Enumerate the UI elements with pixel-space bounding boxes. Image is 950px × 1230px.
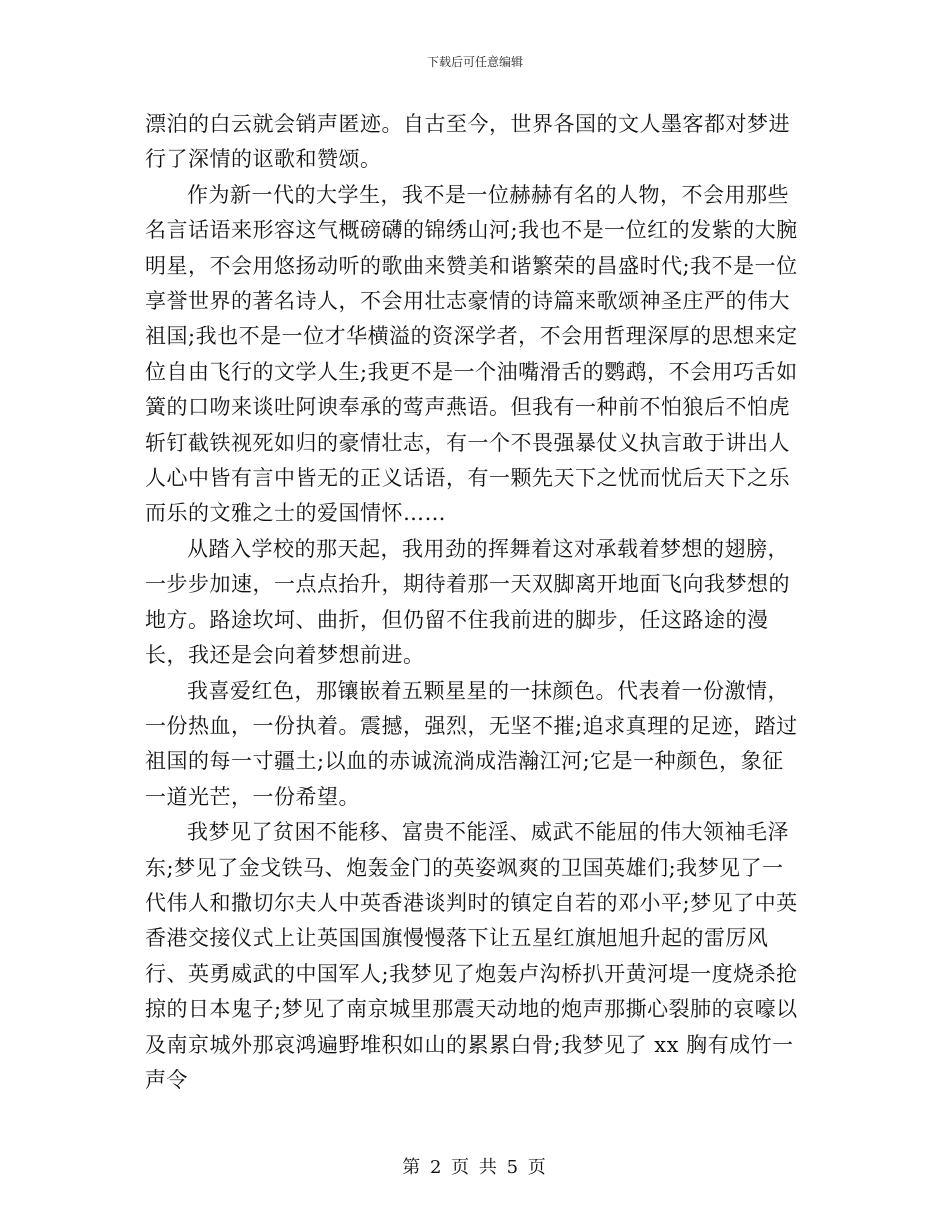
page-number-footer: 第 2 页 共 5 页: [402, 1157, 548, 1178]
body-text: [145, 107, 805, 1098]
paragraph: 我喜爱红色，那镶嵌着五颗星星的一抹颜色。代表着一份激情，一份热血，一份执着。震撼，强烈，无坚不摧;追求真理的足迹，踏过祖国的每一寸疆土;以血的赤诚流淌成浩瀚江河;它是一种颜色，象征一道光芒，一份希望。: [145, 678, 798, 809]
paragraph: 从踏入学校的那天起，我用劲的挥舞着这对承载着梦想的翅膀，一步步加速，一点点抬升，期待着那一天双脚离开地面飞向我梦想的地方。路途坎坷、曲折，但仍留不住我前进的脚步，任这路途的漫长，我还是会向着梦想前进。: [145, 536, 790, 668]
page-header: 下载后可任意编辑: [426, 55, 523, 69]
paragraph: 漂泊的白云就会销声匿迹。自古至今，世界各国的文人墨客都对梦进行了深情的讴歌和赞颂。: [145, 112, 790, 172]
paragraph: 作为新一代的大学生，我不是一位赫赫有名的人物，不会用那些名言话语来形容这气概磅礴的锦绣山河;我也不是一位红的发紫的大腕明星，不会用悠扬动听的歌曲来赞美和谐繁荣的昌盛时代;我不是一位享誉世界的著名诗人，不会用壮志豪情的诗篇来歌颂神圣庄严的伟大祖国;我也不是一位才华横溢的资深学者，不会用哲理深厚的思想来定位自由飞行的文学人生;我更不是一个油嘴滑舌的鹦鹉，不会用巧舌如簧的口吻来谈吐阿谀奉承的莺声燕语。但我有一种前不怕狼后不怕虎斩钉截铁视死如归的豪情壮志，有一个不畏强暴仗义执言敢于讲出人人心中皆有言中皆无的正义话语，有一颗先天下之忧而忧后天下之乐而乐的文雅之士的爱国情怀……: [145, 182, 798, 526]
paragraph: 我梦见了贫困不能移、富贵不能淫、威武不能屈的伟大领袖毛泽东;梦见了金戈铁马、炮轰金门的英姿飒爽的卫国英雄们;我梦见了一代伟人和撒切尔夫人中英香港谈判时的镇定自若的邓小平;梦见了中英香港交接仪式上让英国国旗慢慢落下让五星红旗旭旭升起的雷厉风行、英勇威武的中国军人;我梦见了炮轰卢沟桥扒开黄河堤一度烧杀抢掠的日本鬼子;梦见了南京城里那震天动地的炮声那撕心裂肺的哀嚎以及南京城外那哀鸿遍野堆积如山的累累白骨;我梦见了 xx 胸有成竹一声令: [145, 820, 798, 1092]
